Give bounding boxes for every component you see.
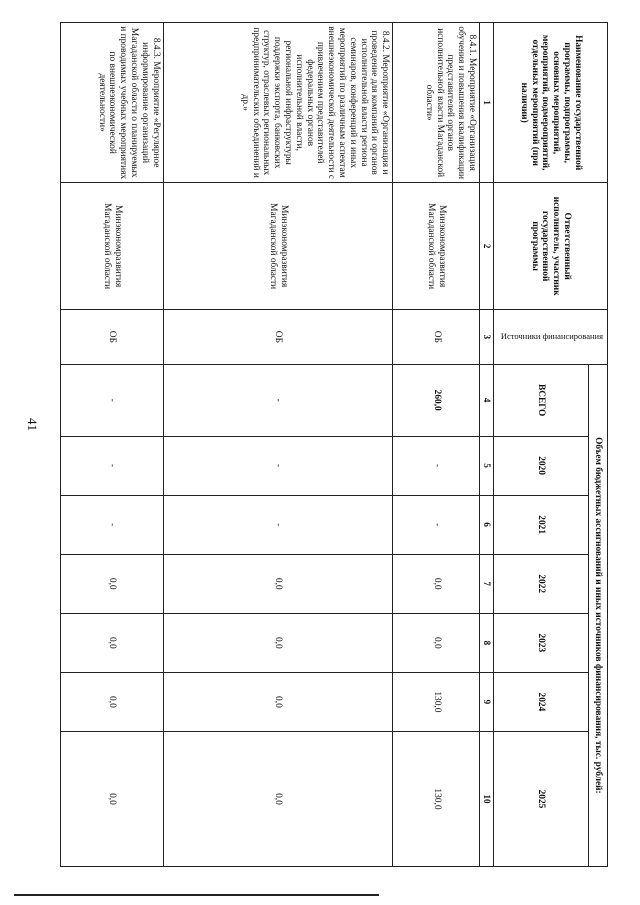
index-cell: 8 [480, 613, 494, 672]
header-name: Наименование государственной программы, подпрограммы, основных мероприятий, мероприятий, подмероприятий, отдельных мероприятий (при наличии) [494, 23, 608, 183]
financing-table [60, 22, 608, 867]
page-number: 41 [25, 418, 40, 431]
row-2025: 0,0 [163, 731, 393, 866]
row-name: 8.4.3. Мероприятие «Регулярное информирование организаций Магаданской области о планируемых и проводимых учебных мероприятиях по внешнеэкономической деятельности» [61, 23, 164, 183]
row-2025: 130,0 [393, 731, 480, 866]
header-executor: Ответственный исполнитель, участник государственной программы [494, 183, 608, 310]
row-2025: 0,0 [61, 731, 164, 866]
row-source: ОБ [163, 309, 393, 364]
row-2020: - [163, 436, 393, 495]
index-cell: 9 [480, 672, 494, 731]
index-cell: 7 [480, 554, 494, 613]
index-cell: 3 [480, 309, 494, 364]
index-cell: 6 [480, 495, 494, 554]
row-2020: - [393, 436, 480, 495]
row-name: 8.4.2. Мероприятие «Организация и проведение для компаний и органов исполнительной власти региона семинаров, конференций и иных мероприятий по различным аспектам внешнеэкономической деятельности с привлечением представителей федеральных органов исполнительной власти, региональной инфраструктуры поддержки экспорта, банковских структур, отраслевых региональных предпринимательских объединений и др.» [163, 23, 393, 183]
row-2021: - [393, 495, 480, 554]
row-executor: Минэкономразвития Магаданской области [61, 183, 164, 310]
index-cell: 2 [480, 183, 494, 310]
header-year-2020: 2020 [494, 436, 589, 495]
row-2022: 0,0 [393, 554, 480, 613]
row-total: - [163, 364, 393, 436]
row-total: - [61, 364, 164, 436]
row-source: ОБ [61, 309, 164, 364]
table-row [61, 23, 164, 867]
header-year-2022: 2022 [494, 554, 589, 613]
index-cell: 4 [480, 364, 494, 436]
row-2023: 0,0 [393, 613, 480, 672]
header-year-2025: 2025 [494, 731, 589, 866]
row-executor: Минэкономразвития Магаданской области [393, 183, 480, 310]
row-name: 8.4.1. Мероприятие «Организация обучения и повышения квалификации представителей органов исполнительной власти Магаданской области» [393, 23, 480, 183]
index-cell: 1 [480, 23, 494, 183]
header-year-total: ВСЕГО [494, 364, 589, 436]
row-executor: Минэкономразвития Магаданской области [163, 183, 393, 310]
index-row [480, 23, 494, 867]
header-year-2021: 2021 [494, 495, 589, 554]
scan-edge-line [14, 894, 379, 896]
row-2024: 0,0 [61, 672, 164, 731]
header-volume: Объем бюджетных ассигнований и иных источников финансирования, тыс. рублей: [589, 364, 608, 866]
header-source-text: Источники финансирования [501, 331, 604, 342]
index-cell: 5 [480, 436, 494, 495]
row-2021: - [163, 495, 393, 554]
row-total: 260,0 [393, 364, 480, 436]
row-2024: 130,0 [393, 672, 480, 731]
table-row [163, 23, 393, 867]
row-2022: 0,0 [61, 554, 164, 613]
index-cell: 10 [480, 731, 494, 866]
row-2020: - [61, 436, 164, 495]
header-source [494, 309, 608, 364]
table-row [393, 23, 480, 867]
row-2023: 0,0 [163, 613, 393, 672]
row-2023: 0,0 [61, 613, 164, 672]
row-source: ОБ [393, 309, 480, 364]
row-2024: 0,0 [163, 672, 393, 731]
row-2021: - [61, 495, 164, 554]
row-2022: 0,0 [163, 554, 393, 613]
header-year-2024: 2024 [494, 672, 589, 731]
header-year-2023: 2023 [494, 613, 589, 672]
rotated-table-container [60, 22, 608, 867]
